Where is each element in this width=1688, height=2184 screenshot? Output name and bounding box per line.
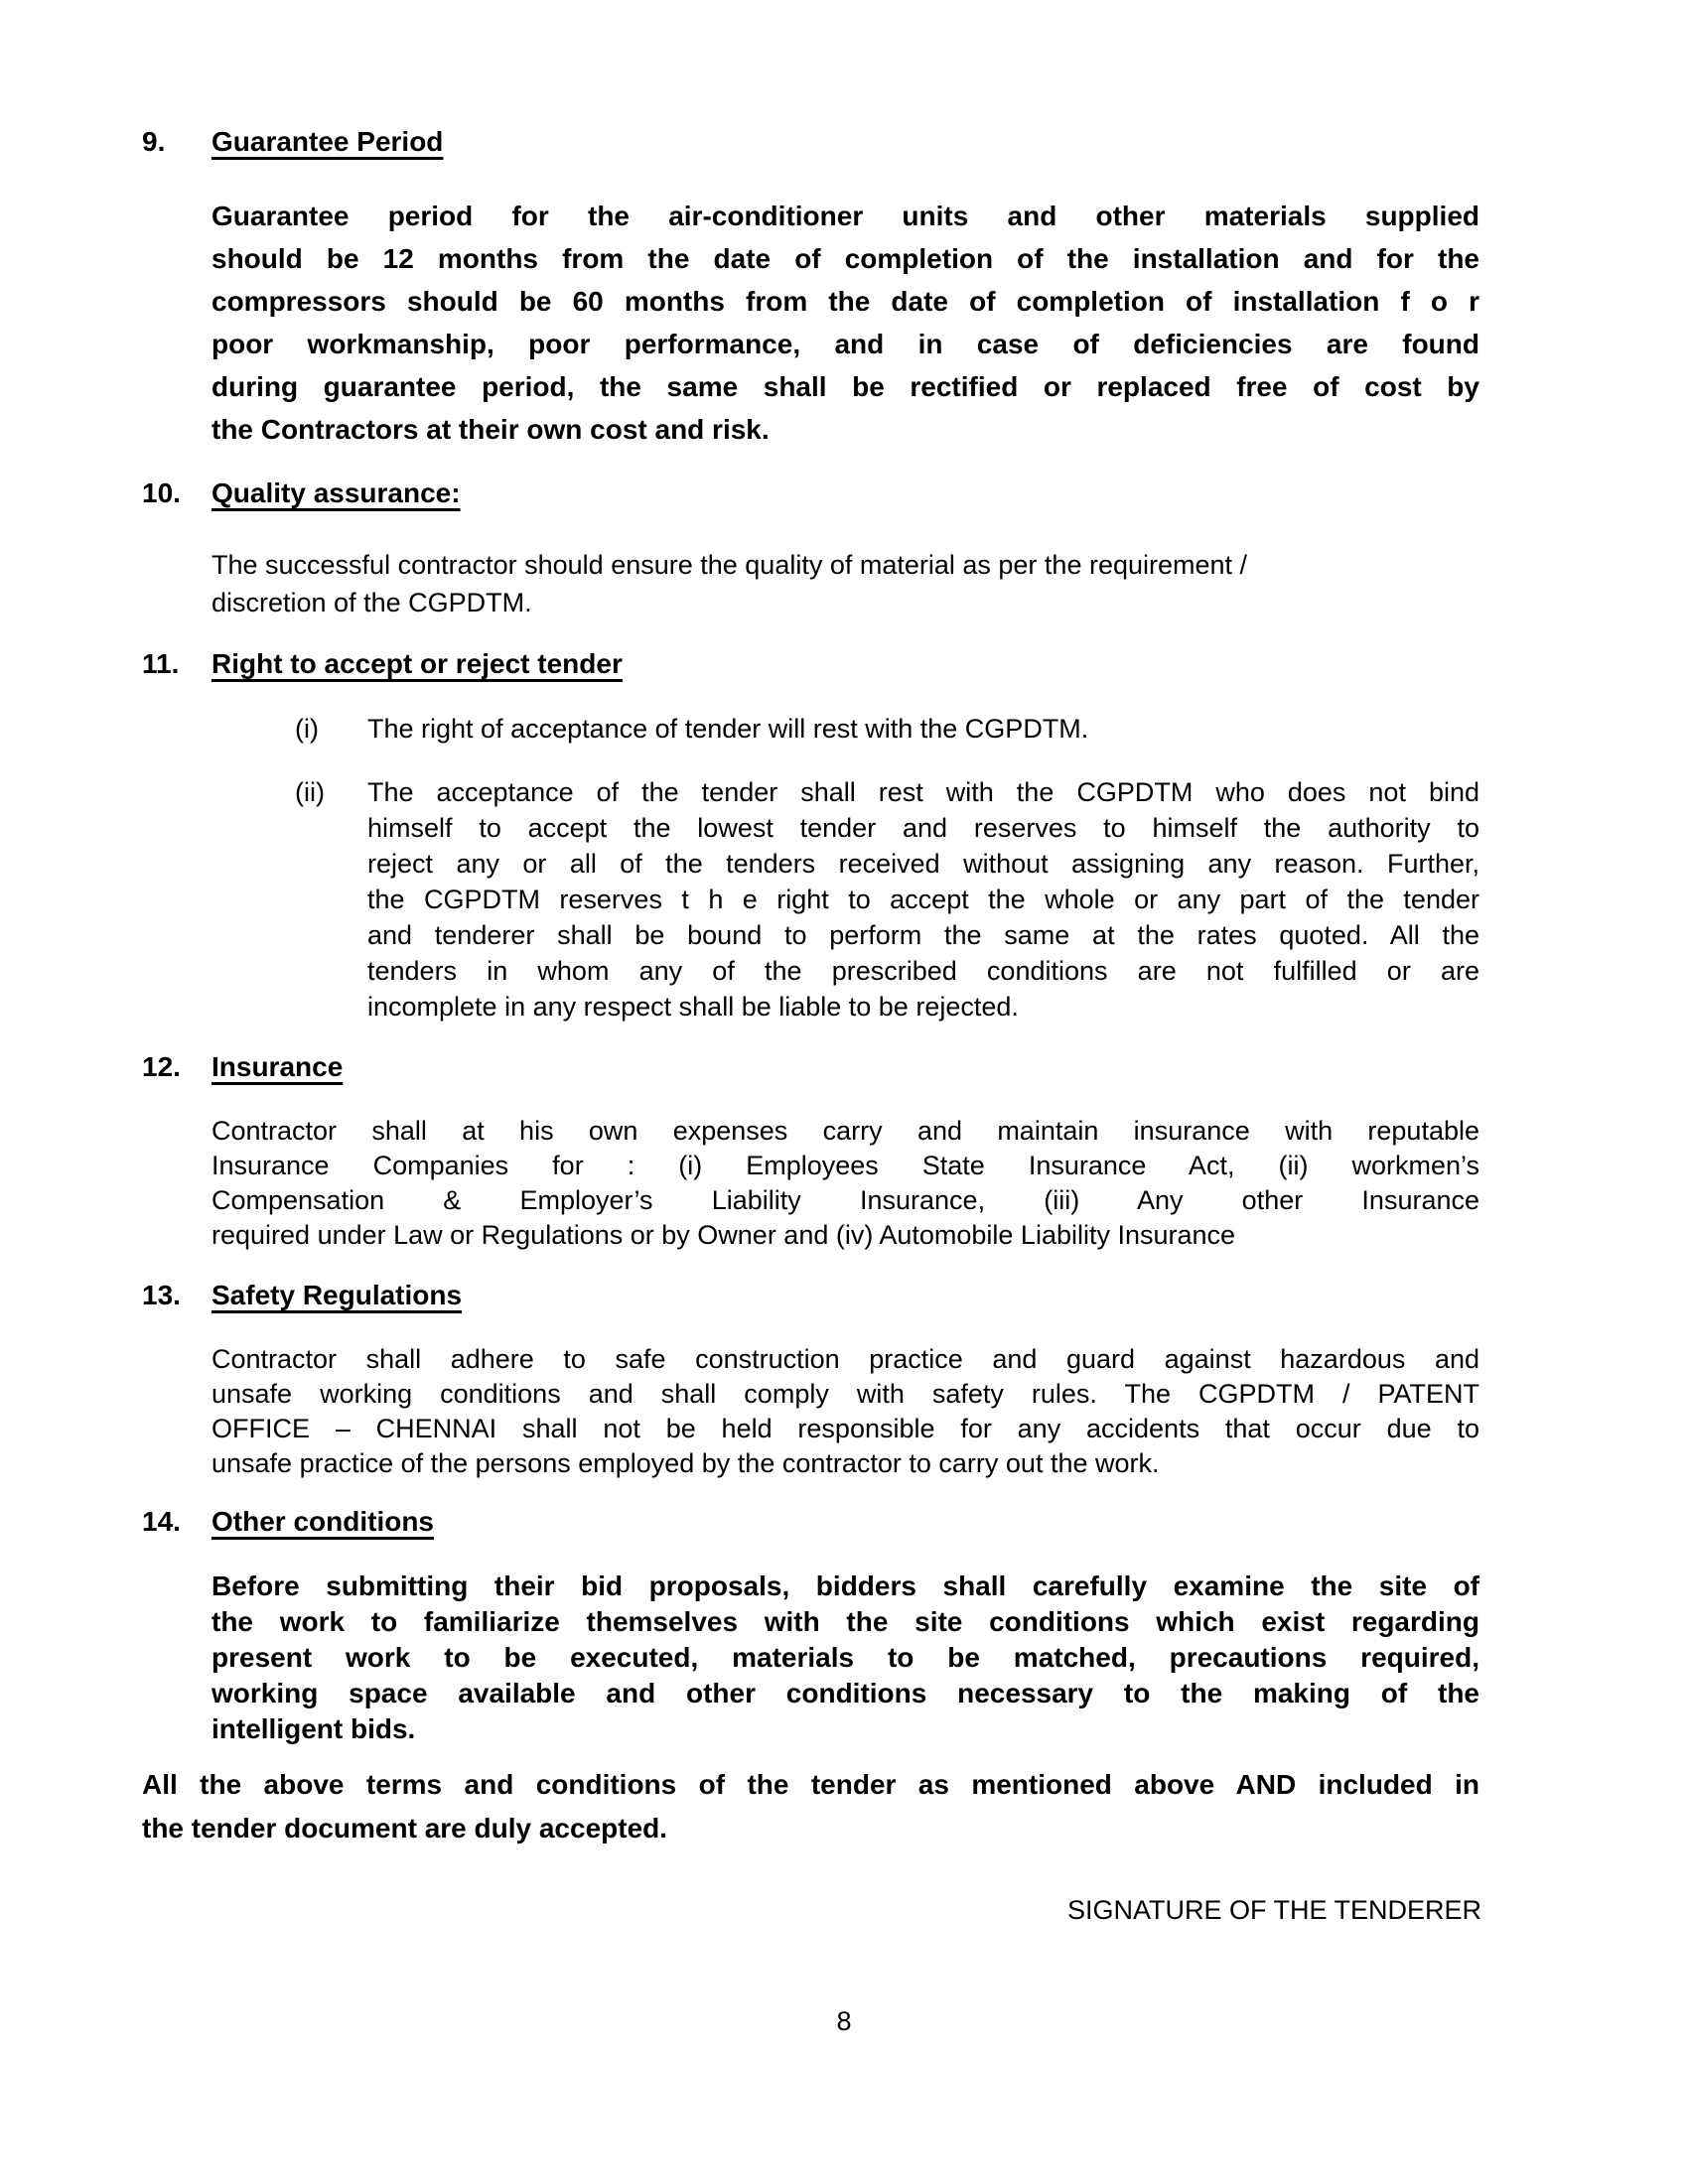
- text-line: Contractor shall adhere to safe construction practice and guard against hazardous and: [211, 1344, 1479, 1374]
- section-13-heading: Safety Regulations: [211, 1280, 463, 1310]
- section-13-number: 13.: [142, 1280, 181, 1310]
- text-line: All the above terms and conditions of the tender as mentioned above AND included in: [142, 1769, 1479, 1800]
- text-line: discretion of the CGPDTM.: [211, 588, 532, 617]
- text-line: should be 12 months from the date of completion of the installation and for the: [211, 243, 1479, 274]
- section-10-heading: Quality assurance:: [211, 478, 461, 508]
- text-line: Insurance Companies for : (i) Employees State Insurance Act, (ii) workmen’s: [211, 1151, 1479, 1180]
- text-line: the Contractors at their own cost and risk.: [211, 414, 770, 445]
- text-line: the CGPDTM reserves t h e right to accept the whole or any part of the tender: [367, 885, 1479, 914]
- item-i-label: (i): [295, 714, 319, 744]
- section-10-number: 10.: [142, 478, 181, 508]
- item-ii-text: [367, 774, 1479, 1024]
- section-14-paragraph: [211, 1569, 1479, 1747]
- section-9-paragraph: [211, 195, 1479, 451]
- text-line: OFFICE – CHENNAI shall not be held responsible for any accidents that occur due to: [211, 1414, 1479, 1443]
- page-number: 8: [836, 2006, 852, 2036]
- text-line: The acceptance of the tender shall rest with the CGPDTM who does not bind: [367, 777, 1479, 807]
- text-line: reject any or all of the tenders received without assigning any reason. Further,: [367, 849, 1479, 879]
- text-line: incomplete in any respect shall be liable to be rejected.: [367, 992, 1019, 1022]
- section-10-paragraph: [211, 546, 1479, 621]
- text-line: Compensation & Employer’s Liability Insurance, (iii) Any other Insurance: [211, 1185, 1479, 1215]
- text-line: and tenderer shall be bound to perform the same at the rates quoted. All the: [367, 920, 1479, 950]
- section-13-paragraph: [211, 1342, 1479, 1481]
- section-9-heading: Guarantee Period: [211, 126, 444, 157]
- text-line: himself to accept the lowest tender and reserves to himself the authority to: [367, 813, 1479, 843]
- text-line: the work to familiarize themselves with the site conditions which exist regarding: [211, 1606, 1479, 1637]
- document-content: [142, 0, 1479, 1850]
- section-12-paragraph: [211, 1114, 1479, 1253]
- section-11-item-ii: [295, 774, 1479, 1024]
- section-12-heading-row: [142, 1050, 1479, 1084]
- text-line: Guarantee period for the air-conditioner units and other materials supplied: [211, 201, 1479, 231]
- section-11-heading-row: [142, 647, 1479, 681]
- item-ii-label: (ii): [295, 777, 325, 807]
- section-14-heading-row: [142, 1505, 1479, 1539]
- section-11-number: 11.: [142, 648, 180, 679]
- section-13-heading-row: [142, 1279, 1479, 1312]
- closing-paragraph: [142, 1763, 1479, 1850]
- section-11-heading: Right to accept or reject tender: [211, 648, 623, 679]
- section-9-heading-row: [142, 125, 1479, 159]
- text-line: unsafe working conditions and shall comply with safety rules. The CGPDTM / PATENT: [211, 1379, 1479, 1409]
- signature-line: SIGNATURE OF THE TENDERER: [1066, 1895, 1481, 1925]
- text-line: The successful contractor should ensure the quality of material as per the requirement /: [211, 550, 1248, 580]
- text-line: present work to be executed, materials to be matched, precautions required,: [211, 1642, 1479, 1673]
- section-10-heading-row: [142, 477, 1479, 510]
- text-line: tenders in whom any of the prescribed conditions are not fulfilled or are: [367, 956, 1479, 986]
- text-line: compressors should be 60 months from the date of completion of installation f o r: [211, 286, 1479, 317]
- section-11-item-i: [295, 711, 1479, 747]
- text-line: Before submitting their bid proposals, bidders shall carefully examine the site of: [211, 1570, 1479, 1601]
- text-line: required under Law or Regulations or by Owner and (iv) Automobile Liability Insurance: [211, 1220, 1236, 1250]
- text-line: Contractor shall at his own expenses carry and maintain insurance with reputable: [211, 1116, 1479, 1146]
- text-line: working space available and other conditions necessary to the making of the: [211, 1678, 1479, 1708]
- text-line: The right of acceptance of tender will rest with the CGPDTM.: [367, 714, 1089, 744]
- text-line: unsafe practice of the persons employed by the contractor to carry out the work.: [211, 1448, 1160, 1478]
- section-12-number: 12.: [142, 1051, 181, 1082]
- text-line: intelligent bids.: [211, 1713, 416, 1744]
- item-i-text: [367, 711, 1479, 747]
- section-12-heading: Insurance: [211, 1051, 344, 1082]
- section-14-number: 14.: [142, 1506, 181, 1537]
- text-line: the tender document are duly accepted.: [142, 1813, 668, 1843]
- text-line: poor workmanship, poor performance, and in case of deficiencies are found: [211, 329, 1479, 359]
- section-14-heading: Other conditions: [211, 1506, 434, 1537]
- section-9-number: 9.: [142, 126, 166, 157]
- text-line: during guarantee period, the same shall be rectified or replaced free of cost by: [211, 371, 1479, 402]
